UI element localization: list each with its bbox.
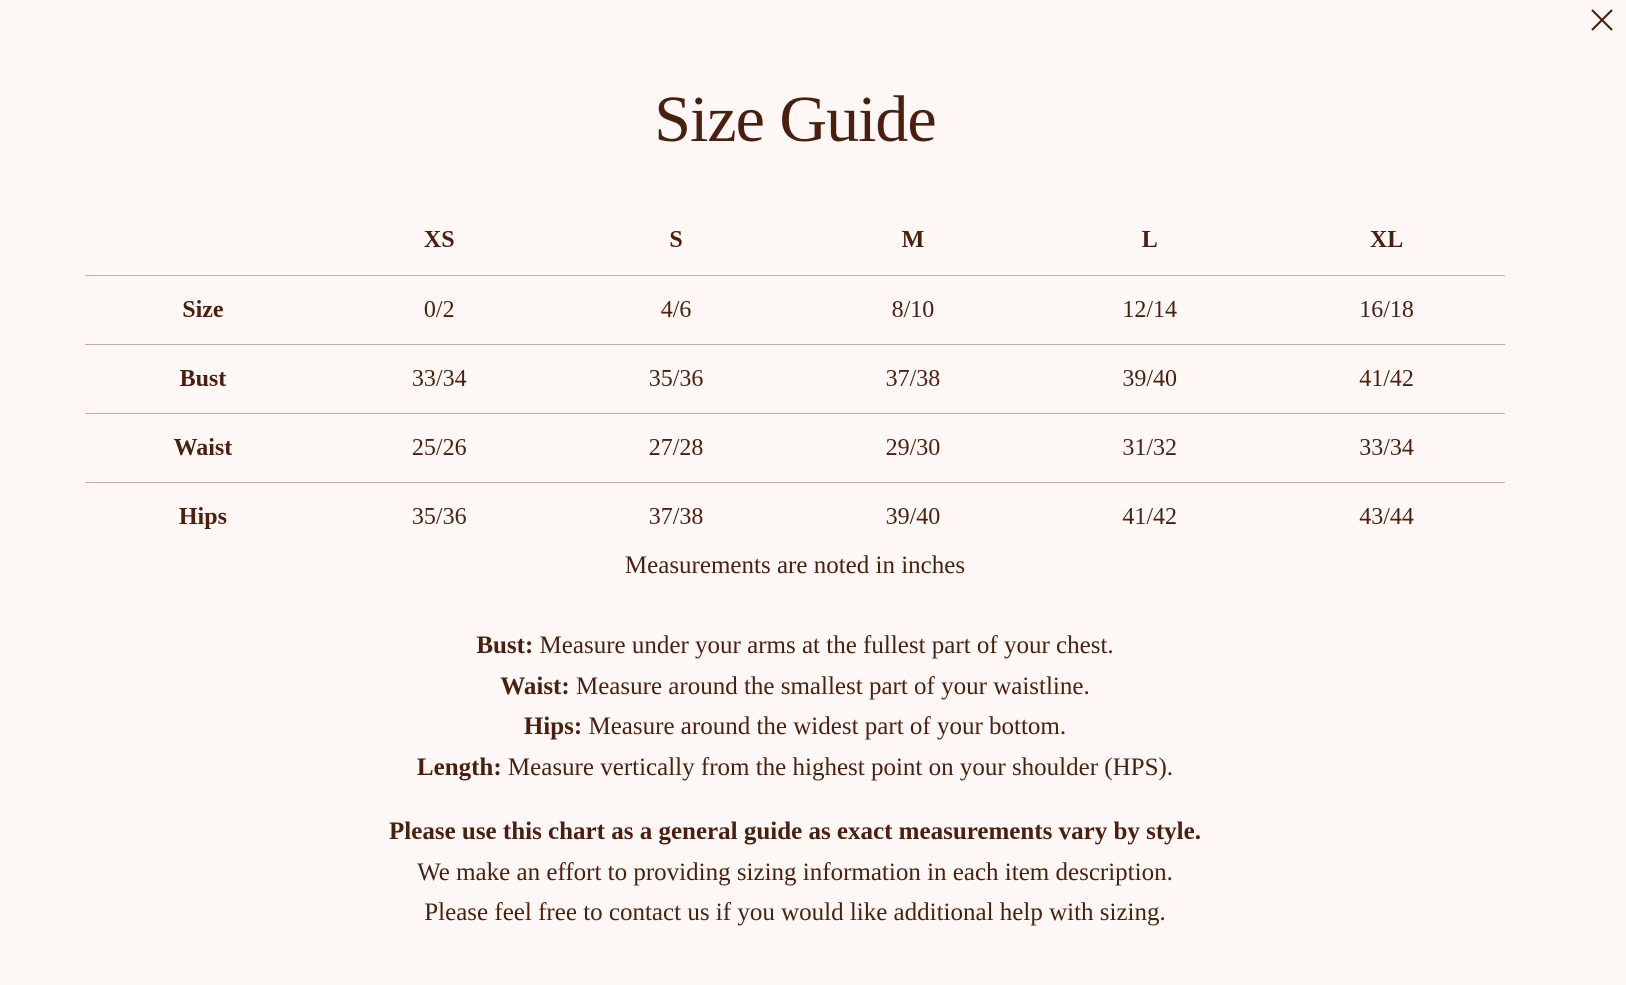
definition-term: Bust: bbox=[476, 632, 534, 659]
measurement-unit-note: Measurements are noted in inches bbox=[624, 552, 966, 579]
column-header: L bbox=[1141, 226, 1158, 253]
table-row bbox=[85, 345, 1505, 414]
table-cell: 39/40 bbox=[885, 503, 941, 530]
table-cell: 27/28 bbox=[648, 434, 704, 461]
definition-text: Measure vertically from the highest point on your shoulder (HPS). bbox=[501, 753, 1174, 781]
definition-text: Measure around the widest part of your bottom. bbox=[582, 713, 1067, 740]
table-cell: 31/32 bbox=[1122, 434, 1178, 461]
table-cell: 37/38 bbox=[885, 365, 941, 392]
row-label: Hips bbox=[178, 503, 227, 530]
definition-term: Length: bbox=[416, 753, 502, 781]
definition-text: Measure under your arms at the fullest part of your chest. bbox=[533, 632, 1114, 659]
definition-term: Waist: bbox=[500, 672, 570, 700]
table-corner bbox=[85, 205, 321, 276]
close-button[interactable] bbox=[1584, 2, 1620, 38]
table-cell: 16/18 bbox=[1359, 296, 1414, 323]
disclaimer-line: We make an effort to providing sizing information in each item description. bbox=[417, 858, 1173, 886]
table-cell: 25/26 bbox=[411, 434, 467, 461]
definition-line bbox=[0, 667, 1590, 708]
disclaimer-headline: Please use this chart as a general guide as exact measurements vary by style. bbox=[389, 818, 1201, 845]
table-header-row bbox=[85, 205, 1505, 276]
table-cell: 0/2 bbox=[423, 296, 455, 323]
table-cell: 4/6 bbox=[660, 296, 692, 323]
table-cell: 43/44 bbox=[1359, 503, 1414, 530]
definition-term: Hips: bbox=[523, 713, 583, 740]
definition-text: Measure around the smallest part of your waistline. bbox=[569, 672, 1090, 700]
table-row bbox=[85, 414, 1505, 483]
disclaimer-line: Please feel free to contact us if you would like additional help with sizing. bbox=[424, 899, 1166, 926]
table-cell: 35/36 bbox=[648, 365, 704, 392]
table-row bbox=[85, 483, 1505, 552]
table-cell: 29/30 bbox=[885, 434, 941, 461]
table-cell: 33/34 bbox=[411, 365, 467, 392]
table-cell: 8/10 bbox=[891, 296, 935, 323]
column-header: XS bbox=[423, 226, 455, 253]
table-cell: 41/42 bbox=[1359, 365, 1414, 392]
size-table bbox=[85, 205, 1505, 551]
definition-line bbox=[0, 626, 1590, 667]
row-label: Size bbox=[182, 296, 224, 323]
row-label: Waist bbox=[173, 434, 233, 461]
table-cell: 41/42 bbox=[1122, 503, 1178, 530]
column-header: S bbox=[669, 226, 683, 253]
definition-line bbox=[0, 748, 1590, 789]
modal-title: Size Guide bbox=[654, 83, 936, 156]
measurement-definitions bbox=[0, 626, 1590, 788]
table-row bbox=[85, 276, 1505, 345]
row-label: Bust bbox=[179, 365, 227, 392]
table-cell: 33/34 bbox=[1359, 434, 1414, 461]
sizing-disclaimer bbox=[0, 812, 1590, 934]
table-cell: 12/14 bbox=[1122, 296, 1178, 323]
definition-line bbox=[0, 707, 1590, 748]
table-cell: 39/40 bbox=[1122, 365, 1178, 392]
table-cell: 37/38 bbox=[648, 503, 704, 530]
column-header: M bbox=[901, 226, 925, 253]
close-icon bbox=[1584, 2, 1620, 38]
column-header: XL bbox=[1369, 226, 1404, 253]
table-cell: 35/36 bbox=[411, 503, 467, 530]
